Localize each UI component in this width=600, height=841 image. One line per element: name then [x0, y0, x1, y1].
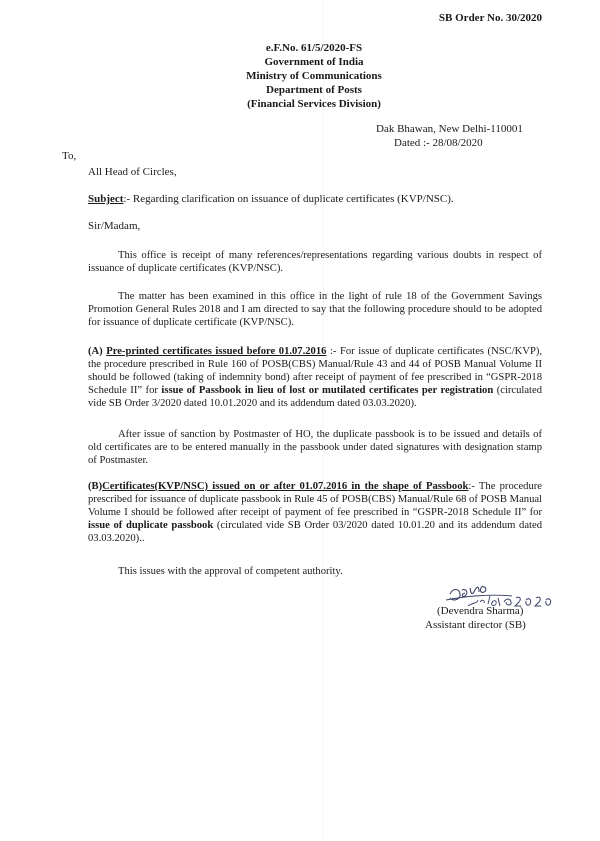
ministry-line: Ministry of Communications	[246, 70, 382, 82]
scan-artifact	[323, 0, 324, 841]
address: Dak Bhawan, New Delhi-110001	[376, 123, 523, 135]
section-a-text: :- For issue of duplicate certificates (NSC/KVP), the procedure prescribed in Rule 160 of POSB(CBS) Manual/Rule 43 and 44 of POSB Manual Volume II should be followed (taking of indemnity bond) after receipt of payment of fee prescribed in “GSPR-2018 Schedule II” for	[88, 346, 543, 396]
section-a	[88, 345, 542, 410]
section-b-text-end: (circulated vide SB Order 03/2020 dated 10.01.20 and its addendum dated 03.03.2020)..	[88, 520, 542, 544]
section-a-text-end: (circulated vide SB Order 3/2020 dated 10.01.2020 and its addendum dated 03.03.2020).	[88, 385, 542, 409]
subject-line	[88, 193, 454, 205]
addressee: All Head of Circles,	[88, 166, 177, 178]
salutation: Sir/Madam,	[88, 220, 141, 232]
section-b-heading: Certificates(KVP/NSC) issued on or after 01.07.2016 in the shape of Passbook	[102, 481, 469, 492]
division-line: (Financial Services Division)	[247, 98, 381, 110]
section-b-prefix: (B)	[88, 481, 103, 492]
place-date	[376, 122, 523, 150]
signatory-designation: Assistant director (SB)	[425, 619, 526, 631]
subject-text: :- Regarding clarification on issuance of duplicate certificates (KVP/NSC).	[123, 193, 454, 205]
section-a-para2: After issue of sanction by Postmaster of HO, the duplicate passbook is to be issued and details of old certificates are to be entered manually in the passbook under dated signatures with designation stamp of Postmaster.	[88, 429, 542, 466]
approval-line: This issues with the approval of competent authority.	[118, 566, 343, 577]
order-number: SB Order No. 30/2020	[438, 12, 542, 24]
paragraph-intro: This office is receipt of many references/representations regarding various doubts in respect of issuance of duplicate certificates (KVP/NSC).	[88, 250, 542, 274]
section-a-bold: issue of Passbook in lieu of lost or mutilated certificates per registration	[161, 385, 494, 396]
section-b-text: :- The procedure prescribed for issuance of duplicate passbook in Rule 45 of POSB(CBS) Manual/Rule 68 of POSB Manual Volume I should be followed after receipt of payment of fee prescribed in “GSPR-2018 Schedule II” for	[88, 481, 543, 518]
signatory-name: (Devendra Sharma)	[437, 605, 524, 617]
to-label: To,	[62, 150, 77, 162]
paragraph-matter: The matter has been examined in this office in the light of rule 18 of the Government Savings Promotion General Rules 2018 and I am directed to say that the following procedure should to be adopted for issuance of duplicate certificate (KVP/NSC).	[88, 291, 542, 328]
file-number: e.F.No. 61/5/2020-FS	[265, 42, 363, 54]
subject-label: Subject	[88, 193, 124, 205]
section-b-bold: issue of duplicate passbook	[88, 520, 214, 531]
section-b	[88, 480, 542, 545]
date: Dated :- 28/08/2020	[394, 137, 483, 149]
department-line: Department of Posts	[266, 84, 362, 96]
section-a-prefix: (A)	[88, 346, 107, 357]
letterhead	[0, 41, 600, 111]
govt-line: Government of India	[264, 56, 364, 68]
section-a-heading: Pre-printed certificates issued before 01.07.2016	[106, 346, 327, 357]
